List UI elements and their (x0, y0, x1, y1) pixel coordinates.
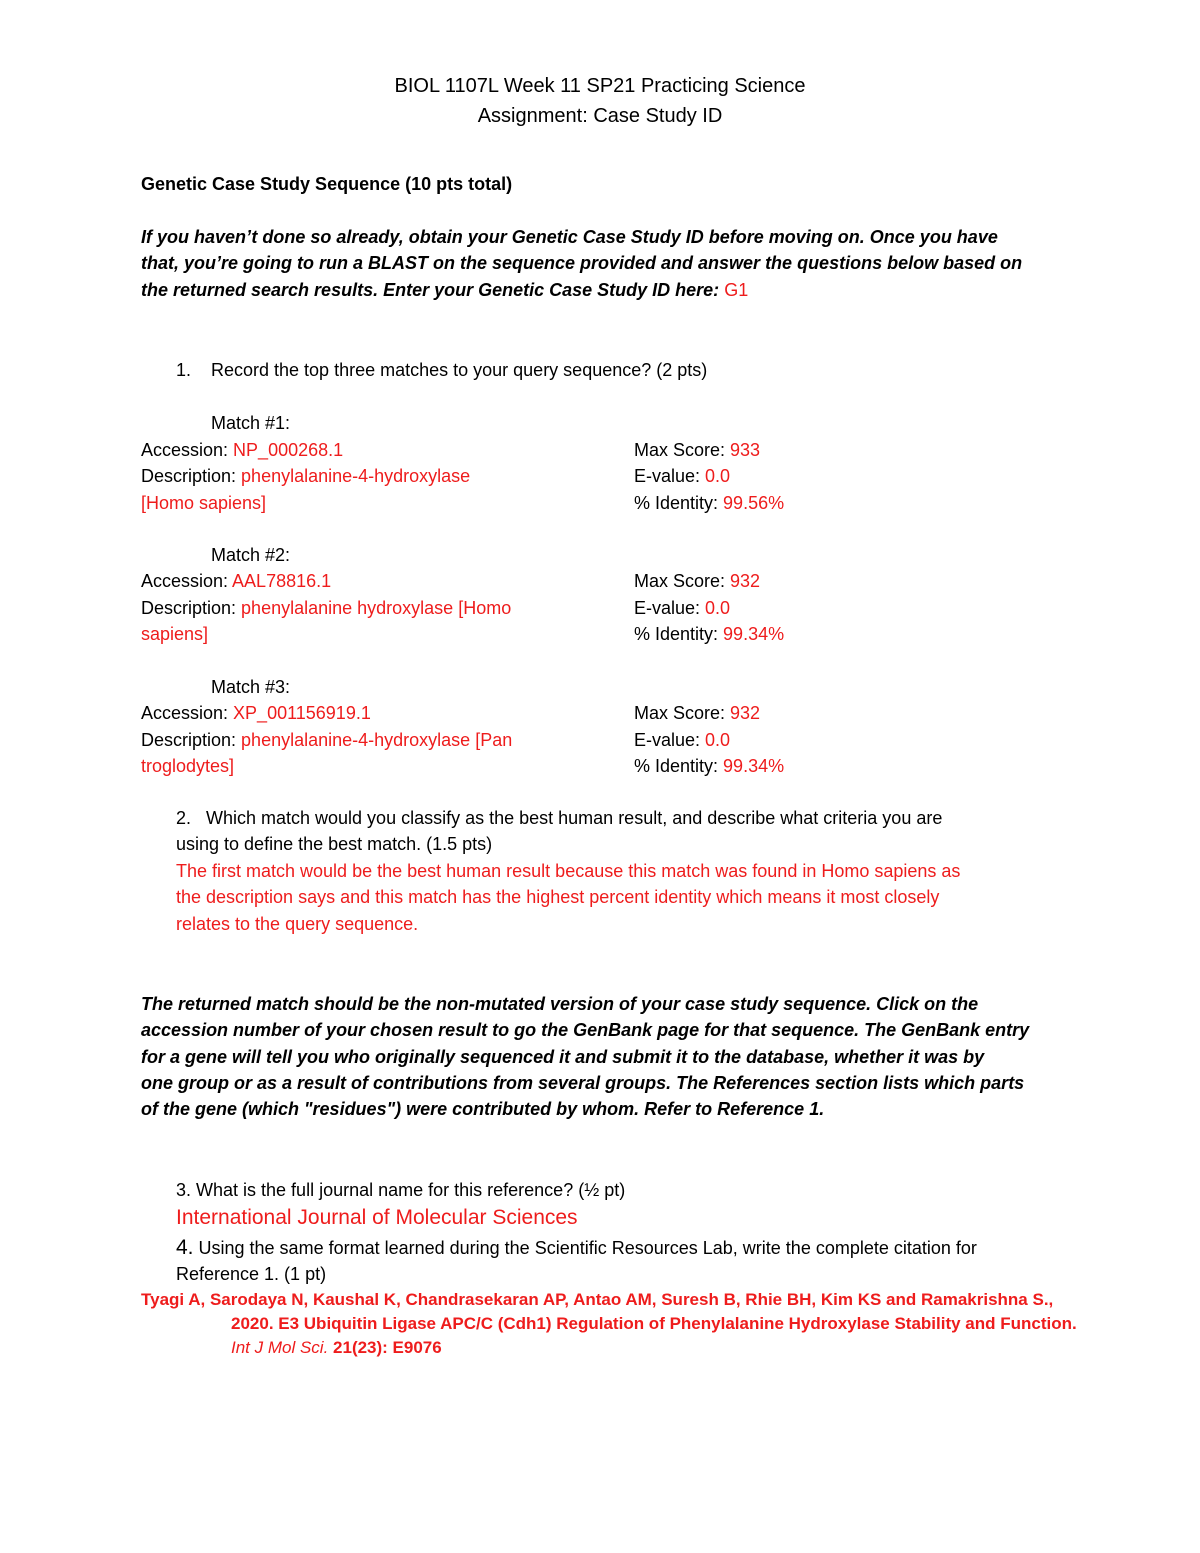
q2-line-2: using to define the best match. (1.5 pts) (176, 834, 493, 854)
match-3-evalue-value: 0.0 (705, 730, 731, 750)
intro-line-3-text: the returned search results. Enter your Genetic Case Study ID here: (141, 280, 725, 300)
max-score-label: Max Score: (634, 703, 731, 723)
citation-title: 2020. E3 Ubiquitin Ligase APC/C (Cdh1) Regulation of Phenylalanine Hydroxylase Stability and Function. (231, 1314, 1077, 1333)
instructions-line-2: accession number of your chosen result to go the GenBank page for that sequence. The GenBank entry (141, 1020, 1030, 1040)
match-1-description (141, 466, 470, 488)
match-1-title: Match #1: (211, 413, 291, 433)
match-2-accession (141, 571, 331, 593)
match-3-description-value: phenylalanine-4-hydroxylase [Pan (241, 730, 513, 750)
citation-authors: Tyagi A, Sarodaya N, Kaushal K, Chandrasekaran AP, Antao AM, Suresh B, Rhie BH, Kim KS and Ramakrishna S., (141, 1290, 1054, 1309)
description-label: Description: (141, 730, 242, 750)
match-1-accession-value: NP_000268.1 (233, 440, 344, 460)
match-1-evalue (634, 466, 730, 488)
max-score-label: Max Score: (634, 440, 731, 460)
match-1-identity-value: 99.56% (723, 493, 785, 513)
match-3-accession-value: XP_001156919.1 (233, 703, 371, 723)
q2-answer-line-1: The first match would be the best human result because this match was found in Homo sapiens as (176, 861, 961, 881)
match-2-identity (634, 624, 784, 646)
match-3-max-score (634, 703, 760, 725)
match-2-accession-value: AAL78816.1 (232, 571, 332, 591)
intro-line-1: If you haven’t done so already, obtain your Genetic Case Study ID before moving on. Once you have (141, 227, 998, 247)
q2-answer-line-3: relates to the query sequence. (176, 914, 419, 934)
match-3-evalue (634, 730, 730, 752)
instructions-line-4: one group or as a result of contributions from several groups. The References section lists which parts (141, 1073, 1025, 1093)
q1-text: Record the top three matches to your query sequence? (2 pts) (211, 360, 708, 380)
match-2-max-score-value: 932 (730, 571, 761, 591)
evalue-label: E-value: (634, 730, 706, 750)
document-subtitle: Assignment: Case Study ID (477, 105, 723, 127)
match-2-description (141, 598, 511, 620)
match-1-max-score-value: 933 (730, 440, 761, 460)
match-3-title: Match #3: (211, 677, 291, 697)
match-1-identity (634, 493, 784, 515)
citation-volume: 21(23): E9076 (328, 1338, 442, 1357)
description-label: Description: (141, 466, 242, 486)
q2-answer-line-2: the description says and this match has the highest percent identity which means it most closely (176, 887, 940, 907)
instructions-line-1: The returned match should be the non-mutated version of your case study sequence. Click on the (141, 994, 979, 1014)
identity-label: % Identity: (634, 624, 724, 644)
match-2-title: Match #2: (211, 545, 291, 565)
match-2-max-score (634, 571, 760, 593)
instructions-line-5: of the gene (which "residues") were contributed by whom. Refer to Reference 1. (141, 1099, 825, 1119)
q4-number: 4. (176, 1236, 194, 1259)
case-study-id-value: G1 (724, 280, 749, 300)
q3-question (176, 1180, 625, 1202)
match-1-description-value: phenylalanine-4-hydroxylase (241, 466, 471, 486)
q2-line-1: Which match would you classify as the best human result, and describe what criteria you are (206, 808, 943, 828)
q2-number: 2. (176, 808, 192, 828)
q1-number: 1. (176, 360, 192, 380)
q3-answer: International Journal of Molecular Sciences (176, 1206, 578, 1229)
match-1-max-score (634, 440, 760, 462)
citation-journal: Int J Mol Sci. (231, 1338, 329, 1357)
accession-label: Accession: (141, 571, 233, 591)
match-3-max-score-value: 932 (730, 703, 761, 723)
match-3-description (141, 730, 512, 752)
match-2-identity-value: 99.34% (723, 624, 785, 644)
q3-number: 3. (176, 1180, 192, 1200)
match-2-description-value: phenylalanine hydroxylase [Homo (241, 598, 512, 618)
max-score-label: Max Score: (634, 571, 731, 591)
intro-line-2: that, you’re going to run a BLAST on the sequence provided and answer the questions below based on (141, 253, 1023, 273)
accession-label: Accession: (141, 440, 234, 460)
evalue-label: E-value: (634, 466, 706, 486)
match-3-identity-value: 99.34% (723, 756, 785, 776)
accession-label: Accession: (141, 703, 234, 723)
q4-line-2: Reference 1. (1 pt) (176, 1264, 327, 1284)
match-1-accession (141, 440, 343, 462)
match-2-description-line2: sapiens] (141, 624, 209, 644)
intro-line-3 (141, 280, 748, 302)
match-1-evalue-value: 0.0 (705, 466, 731, 486)
instructions-line-3: for a gene will tell you who originally sequenced it and submit it to the database, whether it was by (141, 1047, 985, 1067)
match-1-description-line2: [Homo sapiens] (141, 493, 267, 513)
evalue-label: E-value: (634, 598, 706, 618)
citation-journal-line (231, 1338, 442, 1358)
match-3-description-line2: troglodytes] (141, 756, 235, 776)
match-2-evalue-value: 0.0 (705, 598, 731, 618)
identity-label: % Identity: (634, 756, 724, 776)
section-heading: Genetic Case Study Sequence (10 pts total) (141, 174, 513, 194)
match-3-identity (634, 756, 784, 778)
identity-label: % Identity: (634, 493, 724, 513)
document-title: BIOL 1107L Week 11 SP21 Practicing Science (394, 75, 806, 97)
match-2-evalue (634, 598, 730, 620)
q4-question (176, 1235, 977, 1260)
q3-text: What is the full journal name for this reference? (½ pt) (191, 1180, 626, 1200)
description-label: Description: (141, 598, 242, 618)
q4-line-1: Using the same format learned during the Scientific Resources Lab, write the complete citation for (193, 1238, 977, 1258)
match-3-accession (141, 703, 371, 725)
